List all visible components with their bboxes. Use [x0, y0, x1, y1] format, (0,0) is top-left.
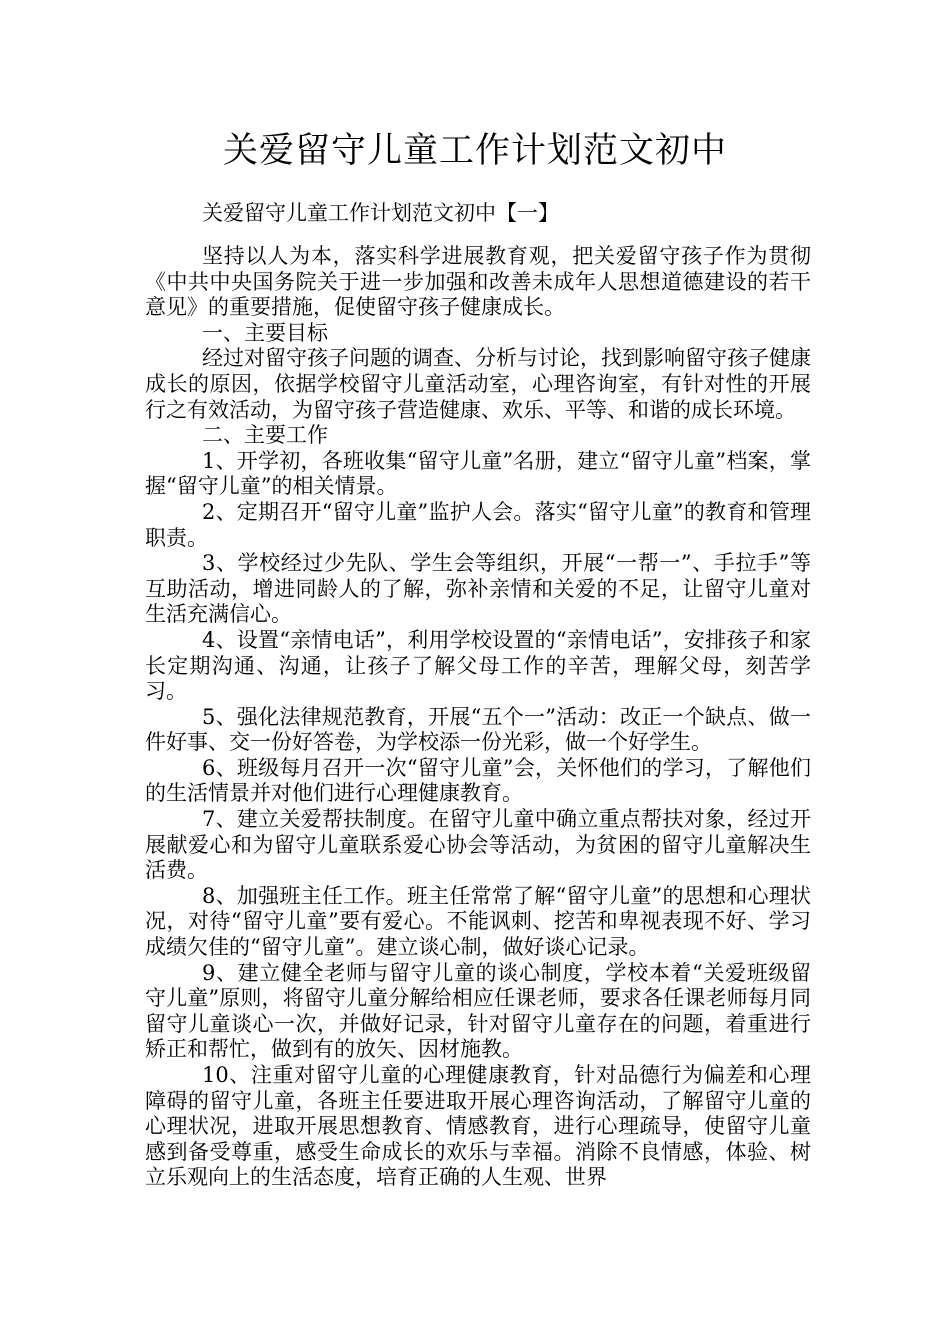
- work-item-2: 2、定期召开“留守儿童”监护人会。落实“留守儿童”的教育和管理职责。: [145, 499, 811, 550]
- section-heading-work: 二、主要工作: [202, 423, 328, 448]
- document-body: [145, 244, 811, 1191]
- work-item-3: 3、学校经过少先队、学生会等组织，开展“一帮一”、手拉手”等互助活动，增进同龄人的了解，弥补亲情和关爱的不足，让留守儿童对生活充满信心。: [145, 551, 811, 627]
- work-item-5: 5、强化法律规范教育，开展“五个一”活动：改正一个缺点、做一件好事、交一份好答卷，为学校添一份光彩，做一个好学生。: [145, 704, 811, 755]
- work-item-6: 6、班级每月召开一次“留守儿童”会，关怀他们的学习，了解他们的生活情景并对他们进行心理健康教育。: [145, 755, 811, 806]
- section-subtitle: 关爱留守儿童工作计划范文初中【一】: [202, 201, 559, 225]
- document-title: 关爱留守儿童工作计划范文初中: [222, 131, 727, 171]
- intro-paragraph: 坚持以人为本，落实科学进展教育观，把关爱留守孩子作为贯彻《中共中央国务院关于进一步加强和改善未成年人思想道德建设的若干意见》的重要措施，促使留守孩子健康成长。: [145, 244, 811, 320]
- work-item-1: 1、开学初，各班收集“留守儿童”名册，建立“留守儿童”档案，掌握“留守儿童”的相关情景。: [145, 448, 811, 499]
- work-item-9: 9、建立健全老师与留守儿童的谈心制度，学校本着“关爱班级留守儿童”原则，将留守儿童分解给相应任课老师，要求各任课老师每月同留守儿童谈心一次，并做好记录，针对留守儿童存在的问题，着重进行矫正和帮忙，做到有的放矢、因材施教。: [145, 960, 811, 1062]
- work-item-7: 7、建立关爱帮扶制度。在留守儿童中确立重点帮扶对象，经过开展献爱心和为留守儿童联系爱心协会等活动，为贫困的留守儿童解决生活费。: [145, 807, 811, 883]
- section-heading-goals: 一、主要目标: [202, 320, 328, 345]
- work-item-4: 4、设置“亲情电话”，利用学校设置的“亲情电话”，安排孩子和家长定期沟通、沟通，让孩子了解父母工作的辛苦，理解父母，刻苦学习。: [145, 627, 811, 704]
- goals-paragraph: 经过对留守孩子问题的调查、分析与讨论，找到影响留守孩子健康成长的原因，依据学校留守儿童活动室，心理咨询室，有针对性的开展行之有效活动，为留守孩子营造健康、欢乐、平等、和谐的成长环境。: [145, 346, 811, 422]
- work-item-8: 8、加强班主任工作。班主任常常了解“留守儿童”的思想和心理状况，对待“留守儿童”要有爱心。不能讽刺、挖苦和卑视表现不好、学习成绩欠佳的“留守儿童”。建立谈心制，做好谈心记录。: [145, 883, 811, 960]
- work-item-10: 10、注重对留守儿童的心理健康教育，针对品德行为偏差和心理障碍的留守儿童，各班主任要进取开展心理咨询活动，了解留守儿童的心理状况，进取开展思想教育、情感教育，进行心理疏导，使留守儿童感到备受尊重，感受生命成长的欢乐与幸福。消除不良情感，体验、树立乐观向上的生活态度，培育正确的人生观、世界: [145, 1063, 811, 1190]
